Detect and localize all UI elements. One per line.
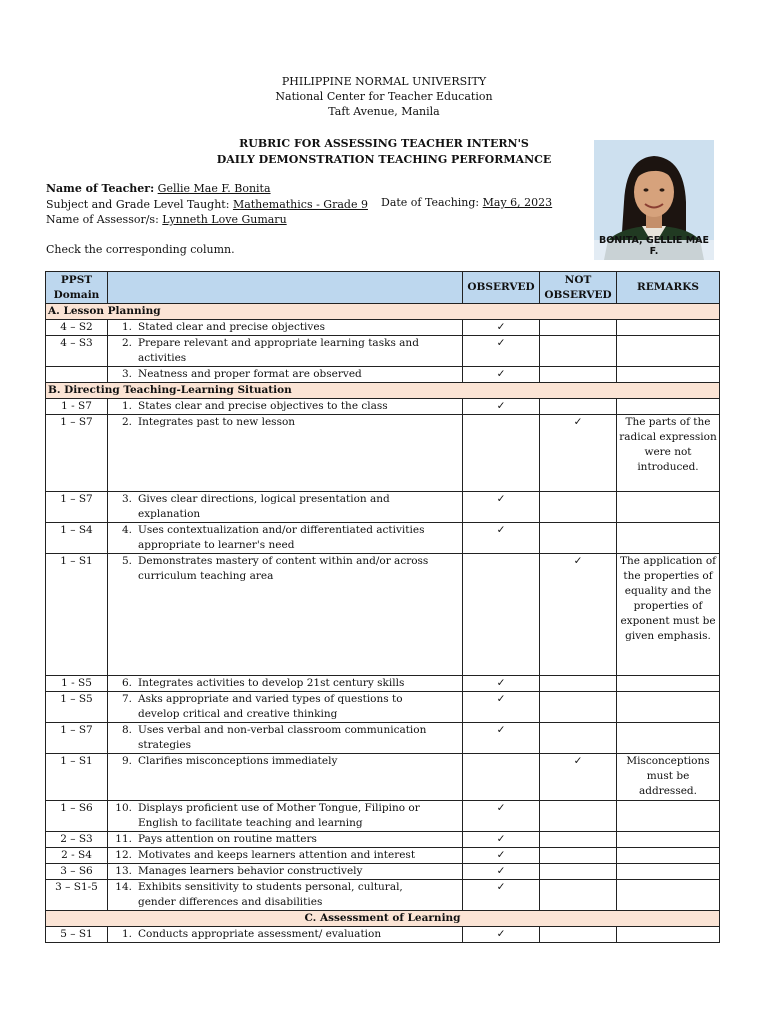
indicator-number: 1. [121,928,132,940]
indicator-number: 1. [121,400,132,412]
not-observed-cell [540,723,617,754]
ppst-domain-cell: 5 – S1 [46,927,108,943]
indicator-text: Conducts appropriate assessment/ evaluation [138,928,382,940]
header-indicator [108,272,463,304]
not-observed-cell [540,492,617,523]
indicator-text: Clarifies misconceptions immediately [138,755,338,767]
indicator-text: Displays proficient use of Mother Tongue, Filipino or English to facilitate teaching and learning [138,802,420,829]
rubric-table [45,271,720,943]
remarks-cell: Misconceptions must be addressed. [617,754,720,801]
not-observed-cell [540,848,617,864]
indicator-cell [108,864,463,880]
indicator-cell [108,399,463,415]
ppst-domain-cell: 4 – S3 [46,336,108,367]
ppst-domain-cell: 2 - S4 [46,848,108,864]
indicator-number: 13. [115,865,132,877]
assessor-value: Lynneth Love Gumaru [162,213,287,226]
ppst-domain-cell: 2 – S3 [46,832,108,848]
indicator-text: Motivates and keeps learners attention and interest [138,849,416,861]
indicator-cell [108,676,463,692]
not-observed-check-icon: ✓ [540,554,617,676]
indicator-number: 1. [121,321,132,333]
observed-check-icon: ✓ [463,320,540,336]
indicator-text: Neatness and proper format are observed [138,368,362,380]
center-name: National Center for Teacher Education [275,90,493,103]
table-row [46,754,720,801]
not-observed-cell [540,692,617,723]
not-observed-cell [540,320,617,336]
rubric-title-line1: RUBRIC FOR ASSESSING TEACHER INTERN'S [239,137,529,150]
observed-cell [463,415,540,492]
observed-check-icon: ✓ [463,723,540,754]
table-row [46,848,720,864]
teacher-name-value: Gellie Mae F. Bonita [157,182,271,195]
indicator-number: 3. [121,493,132,505]
photo-caption: BONITA, GELLIE MAE F. [598,235,709,257]
indicator-text: Integrates activities to develop 21st century skills [138,677,405,689]
indicator-number: 2. [121,416,132,428]
remarks-cell [617,676,720,692]
table-row [46,801,720,832]
ppst-domain-cell: 1 – S7 [46,492,108,523]
ppst-domain-cell: 1 – S7 [46,723,108,754]
not-observed-cell [540,864,617,880]
subject-row [46,197,368,213]
ppst-domain-cell: 3 – S1-5 [46,880,108,911]
ppst-domain-cell: 4 – S2 [46,320,108,336]
not-observed-cell [540,927,617,943]
table-row [46,415,720,492]
section-row [46,304,720,320]
observed-check-icon: ✓ [463,801,540,832]
ppst-domain-cell: 1 - S5 [46,676,108,692]
header-ppst-domain: PPST Domain [46,272,108,304]
subject-label: Subject and Grade Level Taught: [46,197,230,211]
observed-check-icon: ✓ [463,848,540,864]
indicator-cell [108,336,463,367]
rubric-body [46,304,720,943]
table-row [46,399,720,415]
indicator-number: 11. [115,833,132,845]
indicator-cell [108,492,463,523]
remarks-cell [617,864,720,880]
indicator-cell [108,415,463,492]
remarks-cell [617,320,720,336]
indicator-number: 4. [121,524,132,536]
indicator-text: Uses contextualization and/or differentiated activities appropriate to learner's need [138,524,425,551]
indicator-cell [108,723,463,754]
observed-cell [463,754,540,801]
observed-check-icon: ✓ [463,692,540,723]
indicator-number: 7. [121,693,132,705]
table-row [46,723,720,754]
indicator-text: Integrates past to new lesson [138,416,296,428]
table-row [46,523,720,554]
indicator-cell [108,523,463,554]
subject-value: Mathemathics - Grade 9 [232,197,368,211]
teacher-info [46,181,368,228]
table-row [46,692,720,723]
indicator-text: Prepare relevant and appropriate learning tasks and activities [138,337,419,364]
table-row [46,336,720,367]
indicator-text: Asks appropriate and varied types of questions to develop critical and creative thinking [138,693,403,720]
indicator-number: 10. [115,802,132,814]
observed-check-icon: ✓ [463,927,540,943]
section-row [46,911,720,927]
teacher-name-row [46,181,368,197]
indicator-text: States clear and precise objectives to the class [138,400,388,412]
not-observed-check-icon: ✓ [540,415,617,492]
ppst-domain-cell: 1 – S5 [46,692,108,723]
remarks-cell [617,927,720,943]
indicator-text: Manages learners behavior constructively [138,865,363,877]
ppst-domain-cell: 1 – S6 [46,801,108,832]
observed-check-icon: ✓ [463,492,540,523]
remarks-cell [617,832,720,848]
indicator-cell [108,320,463,336]
ppst-domain-cell: 1 – S4 [46,523,108,554]
observed-check-icon: ✓ [463,676,540,692]
rubric-title-line2: DAILY DEMONSTRATION TEACHING PERFORMANCE [216,153,552,166]
not-observed-cell [540,676,617,692]
remarks-cell [617,492,720,523]
intern-photo [594,140,714,260]
observed-check-icon: ✓ [463,864,540,880]
indicator-cell [108,801,463,832]
indicator-text: Gives clear directions, logical presentation and explanation [138,493,390,520]
remarks-cell [617,880,720,911]
not-observed-cell [540,801,617,832]
section-title: C. Assessment of Learning [46,911,720,927]
indicator-number: 14. [115,881,132,893]
indicator-text: Demonstrates mastery of content within and/or across curriculum teaching area [138,555,429,582]
indicator-number: 6. [121,677,132,689]
remarks-cell [617,367,720,383]
indicator-number: 5. [121,555,132,567]
indicator-number: 3. [121,368,132,380]
remarks-cell: The application of the properties of equality and the properties of exponent must be given emphasis. [617,554,720,676]
table-row [46,832,720,848]
indicator-cell [108,848,463,864]
table-row [46,864,720,880]
header-remarks: REMARKS [617,272,720,304]
observed-check-icon: ✓ [463,367,540,383]
not-observed-cell [540,523,617,554]
indicator-cell [108,554,463,676]
indicator-text: Uses verbal and non-verbal classroom communication strategies [138,724,427,751]
date-value: May 6, 2023 [482,196,553,209]
table-row [46,492,720,523]
header-observed: OBSERVED [463,272,540,304]
indicator-number: 2. [121,337,132,349]
not-observed-cell [540,399,617,415]
indicator-cell [108,754,463,801]
observed-check-icon: ✓ [463,523,540,554]
table-row [46,880,720,911]
ppst-domain-cell [46,367,108,383]
university-name: PHILIPPINE NORMAL UNIVERSITY [281,75,487,88]
remarks-cell: The parts of the radical expression were not introduced. [617,415,720,492]
indicator-number: 12. [115,849,132,861]
table-header-row [46,272,720,304]
table-row [46,320,720,336]
header-not-observed: NOT OBSERVED [540,272,617,304]
not-observed-cell [540,336,617,367]
assessor-label: Name of Assessor/s: [46,213,159,226]
remarks-cell [617,723,720,754]
remarks-cell [617,399,720,415]
instructions: Check the corresponding column. [46,243,235,256]
indicator-text: Pays attention on routine matters [138,833,317,845]
date-row [381,196,552,209]
table-row [46,927,720,943]
not-observed-cell [540,880,617,911]
table-row [46,554,720,676]
ppst-domain-cell: 1 – S1 [46,754,108,801]
section-title: A. Lesson Planning [46,304,720,320]
ppst-domain-cell: 1 – S1 [46,554,108,676]
indicator-text: Exhibits sensitivity to students personal, cultural, gender differences and disabilities [138,881,403,908]
observed-cell [463,554,540,676]
remarks-cell [617,523,720,554]
observed-check-icon: ✓ [463,336,540,367]
indicator-cell [108,692,463,723]
table-row [46,676,720,692]
ppst-domain-cell: 3 – S6 [46,864,108,880]
indicator-cell [108,367,463,383]
date-label: Date of Teaching: [381,196,480,209]
indicator-cell [108,927,463,943]
not-observed-cell [540,367,617,383]
indicator-text: Stated clear and precise objectives [138,321,325,333]
not-observed-check-icon: ✓ [540,754,617,801]
remarks-cell [617,692,720,723]
remarks-cell [617,801,720,832]
assessor-row [46,212,368,228]
indicator-cell [108,832,463,848]
teacher-name-label: Name of Teacher: [46,182,155,195]
remarks-cell [617,848,720,864]
remarks-cell [617,336,720,367]
indicator-number: 8. [121,724,132,736]
ppst-domain-cell: 1 – S7 [46,415,108,492]
indicator-cell [108,880,463,911]
document-header [0,74,768,119]
observed-check-icon: ✓ [463,399,540,415]
ppst-domain-cell: 1 - S7 [46,399,108,415]
indicator-number: 9. [121,755,132,767]
observed-check-icon: ✓ [463,880,540,911]
section-title: B. Directing Teaching-Learning Situation [46,383,720,399]
address: Taft Avenue, Manila [328,105,440,118]
table-row [46,367,720,383]
observed-check-icon: ✓ [463,832,540,848]
not-observed-cell [540,832,617,848]
section-row [46,383,720,399]
